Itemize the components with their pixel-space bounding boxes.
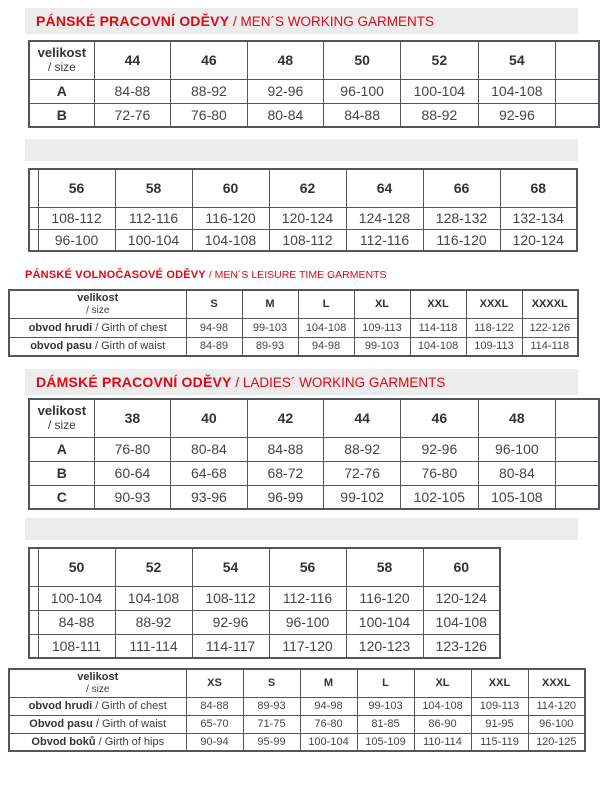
- size-value-cell: 108-112: [269, 229, 346, 251]
- size-value-cell: 89-93: [242, 337, 298, 356]
- size-column-header: 52: [115, 548, 192, 586]
- size-value-cell: 104-108: [115, 586, 192, 610]
- size-column-header: 40: [171, 399, 247, 437]
- size-value-cell: 92-96: [192, 610, 269, 634]
- size-header-cell: [29, 399, 94, 437]
- size-value-cell: 80-84: [171, 437, 247, 461]
- size-column-header: 56: [269, 548, 346, 586]
- size-column-header: XXXL: [466, 290, 522, 318]
- size-value-cell: 95-99: [243, 733, 300, 751]
- size-value-cell: 100-104: [38, 586, 115, 610]
- size-value-cell: 116-120: [423, 229, 500, 251]
- size-value-cell: 86-90: [414, 715, 471, 733]
- size-value-cell: 96-100: [38, 229, 115, 251]
- mens-leisure-title: [25, 265, 600, 283]
- size-value-cell: 120-125: [528, 733, 585, 751]
- table-row: [9, 733, 585, 751]
- ladies-working-table1-clip: [0, 398, 600, 510]
- size-column-header: 46: [401, 399, 479, 437]
- size-column-header: M: [300, 669, 357, 697]
- size-value-cell: 94-98: [298, 337, 354, 356]
- size-column-header: 56: [38, 169, 115, 207]
- size-value-cell: 96-100: [478, 437, 556, 461]
- size-value-cell: 99-102: [324, 485, 401, 509]
- row-label-cz: obvod pasu: [30, 340, 92, 353]
- size-value-cell: 105-108: [478, 485, 556, 509]
- size-value-cell: 76-80: [300, 715, 357, 733]
- size-header-label-cz: velikost: [37, 403, 87, 419]
- size-value-cell: 111-114: [115, 634, 192, 658]
- cropped-column-cell: [556, 461, 599, 485]
- size-column-header: 38: [94, 399, 170, 437]
- row-label-cell: [9, 715, 186, 733]
- table-row: [29, 610, 500, 634]
- size-column-header: S: [186, 290, 242, 318]
- row-label-en: / Girth of chest: [92, 321, 167, 334]
- size-value-cell: 115-119: [471, 733, 528, 751]
- ladies-working-title-band: [25, 369, 578, 395]
- size-value-cell: 112-116: [115, 207, 192, 229]
- size-value-cell: 102-105: [401, 485, 479, 509]
- ladies-working-title-cz: DÁMSKÉ PRACOVNÍ ODĚVY: [36, 374, 232, 390]
- mens-working-sizes-table-1: [28, 40, 600, 128]
- size-column-header: 44: [324, 399, 401, 437]
- size-column-header: XXXL: [528, 669, 585, 697]
- size-column-header: 42: [247, 399, 323, 437]
- size-value-cell: 84-89: [186, 337, 242, 356]
- size-column-header: 44: [94, 41, 170, 79]
- size-value-cell: 104-108: [423, 610, 500, 634]
- table-row: [29, 586, 500, 610]
- table-row: [29, 79, 599, 103]
- cropped-column-cell: [29, 207, 38, 229]
- ladies-measure-table: [8, 668, 586, 752]
- cropped-column-cell: [556, 41, 599, 79]
- row-label-cz: obvod hrudi: [28, 321, 93, 334]
- cropped-column-cell: [556, 485, 599, 509]
- size-value-cell: 99-103: [354, 337, 410, 356]
- row-label-cell: B: [29, 103, 94, 127]
- cropped-column-cell: [29, 229, 38, 251]
- table-row: [29, 229, 577, 251]
- ladies-working-sizes-table-2: [28, 547, 501, 659]
- size-column-header: 48: [478, 399, 556, 437]
- cropped-column-cell: [29, 586, 38, 610]
- size-column-header: 46: [171, 41, 247, 79]
- row-label-cell: C: [29, 485, 94, 509]
- size-value-cell: 120-124: [269, 207, 346, 229]
- table-row: [29, 207, 577, 229]
- mens-working-title-cz: PÁNSKÉ PRACOVNÍ ODĚVY: [36, 13, 230, 29]
- size-value-cell: 76-80: [401, 461, 479, 485]
- cropped-column-cell: [29, 610, 38, 634]
- cropped-column-cell: [29, 169, 38, 207]
- mens-working-table1-clip: [0, 40, 600, 128]
- size-value-cell: 84-88: [324, 103, 401, 127]
- cropped-column-cell: [556, 103, 599, 127]
- table-row: [29, 634, 500, 658]
- size-value-cell: 76-80: [171, 103, 247, 127]
- size-column-header: 54: [192, 548, 269, 586]
- size-value-cell: 118-122: [466, 318, 522, 337]
- size-value-cell: 104-108: [192, 229, 269, 251]
- size-column-header: M: [242, 290, 298, 318]
- table-row: [9, 697, 585, 715]
- size-value-cell: 93-96: [171, 485, 247, 509]
- size-value-cell: 114-120: [528, 697, 585, 715]
- size-column-header: 60: [423, 548, 500, 586]
- size-header-label-en: / size: [47, 60, 76, 75]
- row-label-cell: [9, 318, 186, 337]
- size-value-cell: 89-93: [243, 697, 300, 715]
- size-header-label-en: / size: [86, 684, 110, 696]
- cropped-column-cell: [29, 548, 38, 586]
- size-header-cell: [9, 290, 186, 318]
- mens-leisure-measure-table: [8, 289, 579, 357]
- size-value-cell: 76-80: [94, 437, 170, 461]
- row-label-cell: B: [29, 461, 94, 485]
- size-value-cell: 104-108: [410, 337, 466, 356]
- size-value-cell: 68-72: [247, 461, 323, 485]
- size-column-header: L: [357, 669, 414, 697]
- size-column-header: 54: [478, 41, 556, 79]
- size-value-cell: 60-64: [94, 461, 170, 485]
- size-column-header: 58: [115, 169, 192, 207]
- size-value-cell: 65-70: [186, 715, 243, 733]
- size-header-label-cz: velikost: [37, 45, 87, 61]
- table-row: [9, 337, 578, 356]
- size-value-cell: 120-124: [423, 586, 500, 610]
- row-label-en: / Girth of waist: [92, 718, 167, 730]
- row-label-en: / Girth of chest: [92, 700, 167, 712]
- table-row: [29, 437, 599, 461]
- size-column-header: XXL: [410, 290, 466, 318]
- row-label-cz: Obvod pasu: [29, 718, 93, 730]
- size-value-cell: 91-95: [471, 715, 528, 733]
- size-value-cell: 110-114: [414, 733, 471, 751]
- row-label-cell: A: [29, 437, 94, 461]
- size-header-label-cz: velikost: [77, 291, 119, 304]
- size-value-cell: 108-112: [192, 586, 269, 610]
- size-value-cell: 99-103: [357, 697, 414, 715]
- ladies-working-sizes-table-1: [28, 398, 600, 510]
- size-value-cell: 112-116: [269, 586, 346, 610]
- size-value-cell: 100-104: [115, 229, 192, 251]
- mens-working-title-en: / MEN´S WORKING GARMENTS: [229, 13, 434, 29]
- size-column-header: 50: [38, 548, 115, 586]
- size-value-cell: 114-118: [522, 337, 578, 356]
- size-value-cell: 120-124: [500, 229, 577, 251]
- cropped-column-cell: [29, 634, 38, 658]
- size-value-cell: 108-112: [38, 207, 115, 229]
- size-value-cell: 116-120: [192, 207, 269, 229]
- size-column-header: 52: [401, 41, 479, 79]
- size-value-cell: 99-103: [242, 318, 298, 337]
- size-value-cell: 96-99: [247, 485, 323, 509]
- cropped-column-cell: [556, 399, 599, 437]
- size-value-cell: 92-96: [478, 103, 556, 127]
- size-column-header: 50: [324, 41, 401, 79]
- mens-leisure-title-en: / MEN´S LEISURE TIME GARMENTS: [205, 269, 387, 281]
- size-column-header: XL: [414, 669, 471, 697]
- size-value-cell: 105-109: [357, 733, 414, 751]
- size-value-cell: 117-120: [269, 634, 346, 658]
- size-value-cell: 90-94: [186, 733, 243, 751]
- size-value-cell: 112-116: [346, 229, 423, 251]
- size-column-header: XXXXL: [522, 290, 578, 318]
- size-value-cell: 116-120: [346, 586, 423, 610]
- mens-leisure-title-cz: PÁNSKÉ VOLNOČASOVÉ ODĚVY: [25, 269, 206, 281]
- size-column-header: L: [298, 290, 354, 318]
- divider-band: [25, 518, 578, 540]
- size-value-cell: 88-92: [171, 79, 247, 103]
- table-row: [9, 715, 585, 733]
- size-value-cell: 84-88: [38, 610, 115, 634]
- ladies-working-title-en: / LADIES´ WORKING GARMENTS: [231, 374, 446, 390]
- size-value-cell: 88-92: [115, 610, 192, 634]
- row-label-cell: [9, 697, 186, 715]
- size-column-header: 58: [346, 548, 423, 586]
- size-value-cell: 100-104: [401, 79, 479, 103]
- size-column-header: XS: [186, 669, 243, 697]
- size-value-cell: 122-126: [522, 318, 578, 337]
- row-label-cell: [9, 733, 186, 751]
- size-value-cell: 114-118: [410, 318, 466, 337]
- size-value-cell: 72-76: [94, 103, 170, 127]
- size-value-cell: 128-132: [423, 207, 500, 229]
- ladies-working-table2-clip: [0, 547, 600, 659]
- table-row: [29, 485, 599, 509]
- size-value-cell: 92-96: [401, 437, 479, 461]
- size-value-cell: 84-88: [186, 697, 243, 715]
- size-column-header: S: [243, 669, 300, 697]
- table-row: [9, 318, 578, 337]
- size-column-header: XL: [354, 290, 410, 318]
- table-row: [29, 103, 599, 127]
- size-value-cell: 132-134: [500, 207, 577, 229]
- size-value-cell: 88-92: [401, 103, 479, 127]
- size-header-label-cz: velikost: [77, 670, 119, 683]
- mens-working-sizes-table-2: [28, 168, 578, 252]
- size-value-cell: 88-92: [324, 437, 401, 461]
- size-column-header: 48: [247, 41, 323, 79]
- size-value-cell: 104-108: [478, 79, 556, 103]
- size-value-cell: 84-88: [94, 79, 170, 103]
- size-value-cell: 80-84: [247, 103, 323, 127]
- row-label-en: / Girth of hips: [95, 735, 165, 748]
- row-label-en: / Girth of waist: [91, 340, 166, 353]
- cropped-column-cell: [556, 437, 599, 461]
- size-value-cell: 96-100: [528, 715, 585, 733]
- size-column-header: 62: [269, 169, 346, 207]
- size-column-header: 60: [192, 169, 269, 207]
- size-column-header: 66: [423, 169, 500, 207]
- size-value-cell: 80-84: [478, 461, 556, 485]
- size-value-cell: 123-126: [423, 634, 500, 658]
- size-value-cell: 94-98: [186, 318, 242, 337]
- size-value-cell: 96-100: [269, 610, 346, 634]
- size-value-cell: 71-75: [243, 715, 300, 733]
- size-value-cell: 108-111: [38, 634, 115, 658]
- size-value-cell: 96-100: [324, 79, 401, 103]
- size-value-cell: 92-96: [247, 79, 323, 103]
- size-value-cell: 100-104: [346, 610, 423, 634]
- divider-band: [25, 139, 578, 161]
- row-label-cz: obvod hrudi: [28, 700, 93, 712]
- size-value-cell: 114-117: [192, 634, 269, 658]
- size-value-cell: 100-104: [300, 733, 357, 751]
- size-value-cell: 109-113: [466, 337, 522, 356]
- table-row: [29, 461, 599, 485]
- size-value-cell: 90-93: [94, 485, 170, 509]
- row-label-cell: A: [29, 79, 94, 103]
- row-label-cell: [9, 337, 186, 356]
- size-header-label-en: / size: [47, 418, 76, 433]
- size-column-header: XXL: [471, 669, 528, 697]
- size-value-cell: 81-85: [357, 715, 414, 733]
- size-column-header: 64: [346, 169, 423, 207]
- row-label-cz: Obvod boků: [31, 735, 96, 748]
- size-header-label-en: / size: [86, 305, 110, 317]
- size-header-cell: [29, 41, 94, 79]
- size-value-cell: 109-113: [354, 318, 410, 337]
- size-value-cell: 124-128: [346, 207, 423, 229]
- size-value-cell: 109-113: [471, 697, 528, 715]
- size-value-cell: 104-108: [298, 318, 354, 337]
- cropped-column-cell: [556, 79, 599, 103]
- size-value-cell: 72-76: [324, 461, 401, 485]
- size-column-header: 68: [500, 169, 577, 207]
- size-value-cell: 104-108: [414, 697, 471, 715]
- size-value-cell: 94-98: [300, 697, 357, 715]
- mens-working-table2-clip: [0, 168, 600, 252]
- mens-working-title-band: [25, 8, 578, 34]
- size-value-cell: 64-68: [171, 461, 247, 485]
- size-header-cell: [9, 669, 186, 697]
- size-value-cell: 84-88: [247, 437, 323, 461]
- size-value-cell: 120-123: [346, 634, 423, 658]
